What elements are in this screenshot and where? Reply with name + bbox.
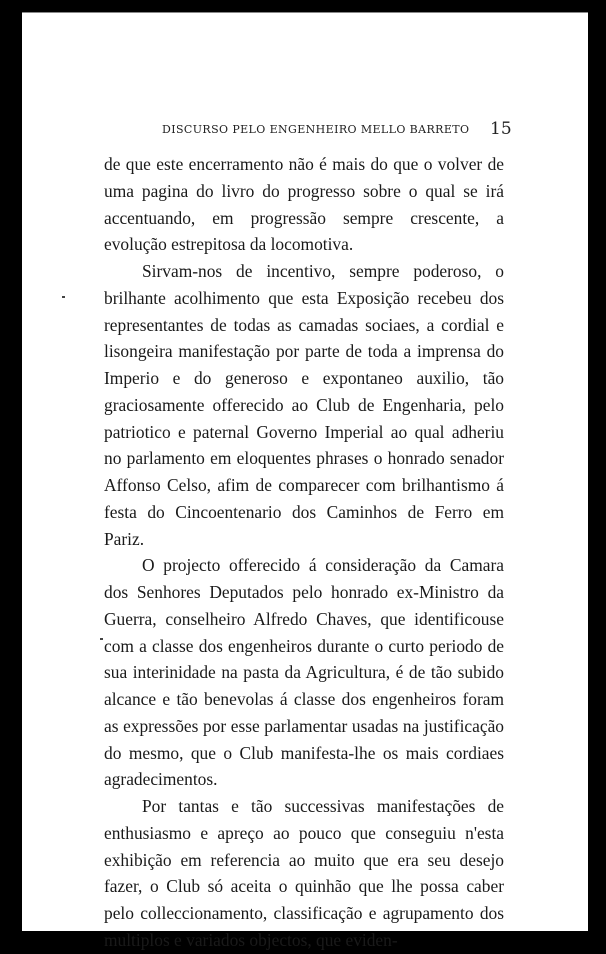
- book-page: [22, 12, 588, 950]
- scan-speck: [100, 638, 103, 640]
- paragraph: de que este encerramento não é mais do que o volver de uma pagina do livro do progresso sobre o qual se irá accentuando, em progressão sempre crescente, a evolução estrepitosa da locomotiva.: [104, 154, 504, 255]
- page-number: 15: [490, 119, 512, 139]
- paragraph: Sirvam-nos de incentivo, sempre poderoso, o brilhante acolhimento que esta Exposição recebeu dos representantes de todas as camadas sociaes, a cordial e lisongeira manifestação por parte de toda a imprensa do Imperio e do generoso e expontaneo auxilio, tão graciosamente offerecido ao Club de Engenharia, pelo patriotico e paternal Governo Imperial ao qual adheriu no parlamento em eloquentes phrases o honrado senador Affonso Celso, afim de comparecer com brilhantismo á festa do Cincoentenario dos Caminhos de Ferro em Pariz.: [104, 261, 504, 549]
- scan-speck: [62, 296, 65, 298]
- running-title: DISCURSO PELO ENGENHEIRO MELLO BARRETO: [162, 123, 470, 136]
- paragraph: O projecto offerecido á consideração da Camara dos Senhores Deputados pelo honrado ex-Ministro da Guerra, conselheiro Alfredo Chaves, que identificouse com a classe dos engenheiros durante o curto periodo de sua interinidade na pasta da Agricultura, é de tão subido alcance e tão benevolas á classe dos engenheiros foram as expressões por esse parlamentar usadas na justificação do mesmo, que o Club manifesta-lhe os mais cordiaes agradecimentos.: [104, 555, 504, 790]
- paragraph: Por tantas e tão successivas manifestações de enthusiasmo e apreço ao pouco que conseguiu n'esta exhibição em referencia ao muito que era seu desejo fazer, o Club só aceita o quinhão que lhe possa caber pelo colleccionamento, classificação e agrupamento dos multiplos e variados objectos, que eviden-: [104, 796, 504, 950]
- page-body: [104, 151, 504, 954]
